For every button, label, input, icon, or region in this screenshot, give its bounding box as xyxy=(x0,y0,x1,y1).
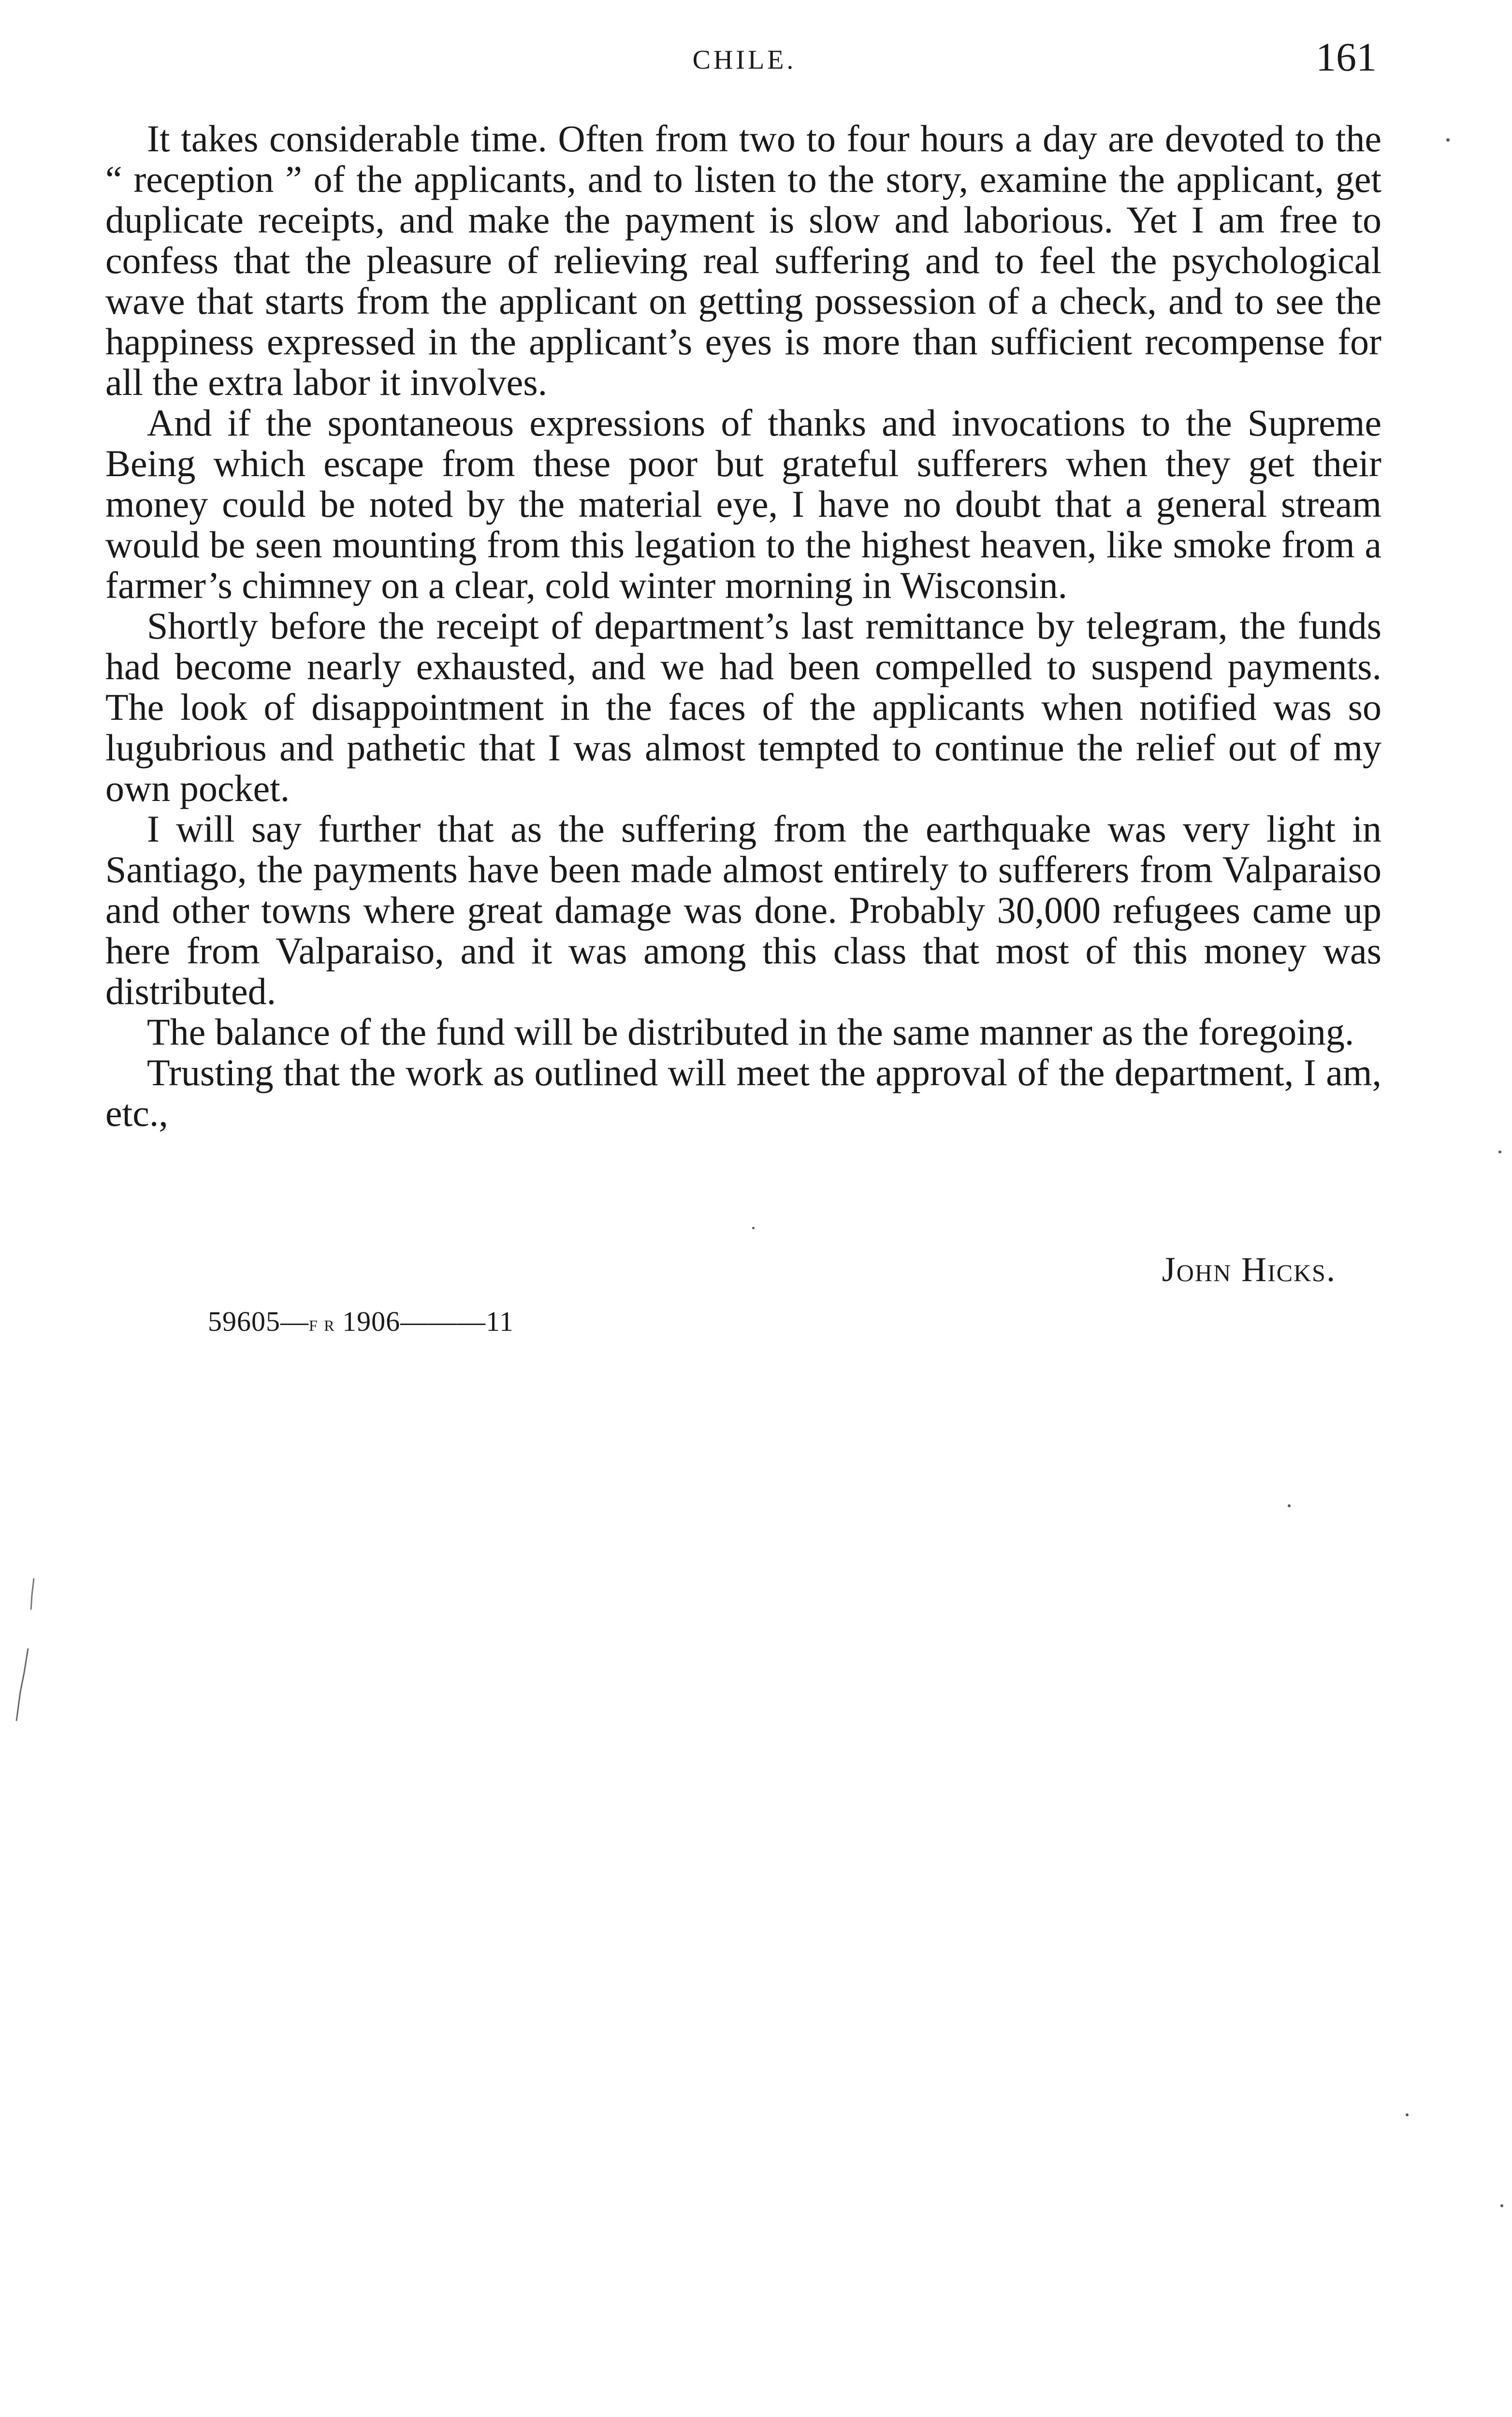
paragraph: Trusting that the work as outlined will meet the approval of the department, I am, etc., xyxy=(105,1051,1381,1134)
footer-code-prefix: 59605— xyxy=(208,1306,309,1337)
printer-signature-mark xyxy=(208,1305,514,1338)
scan-speck xyxy=(1288,1504,1291,1507)
footer-code-smallcaps: f r xyxy=(309,1311,335,1336)
paragraph: Shortly before the receipt of department’s last remittance by telegram, the funds had become nearly exhausted, and we had been compelled to suspend payments. The look of disappointment in the faces of the applicants when notified was so lugubrious and pathetic that I was almost tempted to continue the relief out of my own pocket. xyxy=(105,605,1381,809)
scan-speck xyxy=(1446,138,1450,142)
footer-code-suffix: 1906———11 xyxy=(334,1306,514,1337)
running-title: CHILE. xyxy=(692,45,797,75)
scan-speck xyxy=(1406,2113,1409,2116)
letter-body xyxy=(105,118,1381,1134)
scan-speck xyxy=(1498,1150,1501,1153)
running-head xyxy=(106,34,1382,87)
scan-speck xyxy=(752,1227,755,1229)
page-number: 161 xyxy=(1316,35,1377,80)
paragraph: It takes considerable time. Often from two to four hours a day are devoted to the “ reception ” of the applicants, and to listen to the story, examine the applicant, get duplicate receipts, and make the payment is slow and laborious. Yet I am free to confess that the pleasure of relieving real suffering and to feel the psychological wave that starts from the applicant on getting possession of a check, and to see the happiness expressed in the applicant’s eyes is more than sufficient recompense for all the extra labor it involves. xyxy=(105,117,1381,403)
paragraph: I will say further that as the suffering from the earthquake was very light in Santiago, the payments have been made almost entirely to sufferers from Valparaiso and other towns where great damage was done. Probably 30,000 refugees came up here from Valparaiso, and it was among this class that most of this money was distributed. xyxy=(105,808,1381,1012)
paragraph: And if the spontaneous expressions of thanks and invocations to the Supreme Being which escape from these poor but grateful sufferers when they get their money could be noted by the material eye, I have no doubt that a general stream would be seen mounting from this legation to the highest heaven, like smoke from a farmer’s chimney on a clear, cold winter morning in Wisconsin. xyxy=(105,402,1381,606)
scan-speck xyxy=(1500,2204,1503,2207)
signature-name: John Hicks. xyxy=(1162,1250,1336,1289)
margin-scratch-mark xyxy=(10,1576,39,1731)
paragraph: The balance of the fund will be distributed in the same manner as the foregoing. xyxy=(147,1011,1354,1053)
